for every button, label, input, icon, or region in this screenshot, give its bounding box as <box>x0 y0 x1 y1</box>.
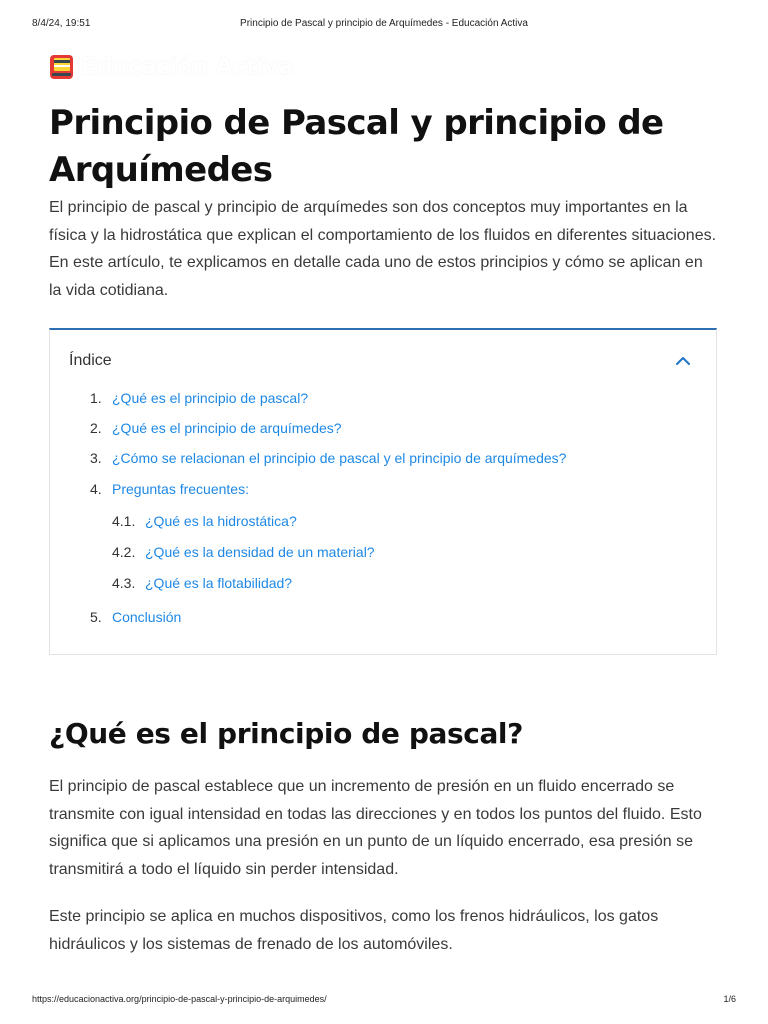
toc-item-number: 4.1. <box>112 513 136 529</box>
section-pascal <box>49 716 719 958</box>
table-of-contents <box>49 328 717 655</box>
toc-title: Índice <box>69 352 112 369</box>
toc-header[interactable] <box>69 350 696 372</box>
toc-link[interactable]: ¿Qué es el principio de pascal? <box>112 390 309 406</box>
toc-item-number: 5. <box>90 609 102 625</box>
toc-item-number: 1. <box>90 390 102 406</box>
toc-item[interactable] <box>90 479 249 499</box>
book-icon <box>49 53 75 81</box>
print-footer <box>32 994 736 1008</box>
toc-item-number: 4.3. <box>112 575 136 591</box>
toc-link[interactable]: ¿Qué es la hidrostática? <box>145 513 297 529</box>
toc-link[interactable]: Conclusión <box>112 609 182 625</box>
toc-link[interactable]: ¿Qué es la flotabilidad? <box>145 575 293 591</box>
print-doc-title: Principio de Pascal y principio de Arquímedes - Educación Activa <box>240 18 528 29</box>
toc-item[interactable] <box>90 418 342 438</box>
section-title: ¿Qué es el principio de pascal? <box>49 717 523 750</box>
toc-link[interactable]: Preguntas frecuentes: <box>112 481 249 497</box>
toc-item-number: 4.2. <box>112 544 136 560</box>
article <box>49 100 719 655</box>
print-date: 8/4/24, 19:51 <box>32 18 91 29</box>
toc-link[interactable]: ¿Qué es la densidad de un material? <box>145 544 375 560</box>
toc-item-number: 4. <box>90 481 102 497</box>
toc-subitem[interactable] <box>112 511 297 531</box>
toc-item-number: 3. <box>90 450 102 466</box>
toc-subitem[interactable] <box>112 573 292 593</box>
chevron-up-icon[interactable] <box>674 352 692 370</box>
page-counter: 1/6 <box>723 994 736 1004</box>
print-header <box>32 18 736 32</box>
toc-item[interactable] <box>90 607 181 627</box>
section-paragraph: Este principio se aplica en muchos dispositivos, como los frenos hidráulicos, los gatos hidráulicos y los sistemas de frenado de los automóviles. <box>49 908 659 953</box>
logo-text: Educación Activa <box>81 54 294 80</box>
print-url: https://educacionactiva.org/principio-de-pascal-y-principio-de-arquimedes/ <box>32 994 327 1004</box>
toc-item[interactable] <box>90 388 308 408</box>
page-title: Principio de Pascal y principio de Arquímedes <box>49 103 664 190</box>
site-logo[interactable] <box>49 52 293 82</box>
intro-paragraph: El principio de pascal y principio de arquímedes son dos conceptos muy importantes en la física y la hidrostática que explican el comportamiento de los fluidos en diferentes situaciones. En este artículo, te explicamos en detalle cada uno de estos principios y cómo se aplican en la vida cotidiana. <box>49 199 717 299</box>
toc-item-number: 2. <box>90 420 102 436</box>
toc-item[interactable] <box>90 448 566 468</box>
toc-link[interactable]: ¿Qué es el principio de arquímedes? <box>112 420 342 436</box>
toc-subitem[interactable] <box>112 542 375 562</box>
section-paragraph: El principio de pascal establece que un incremento de presión en un fluido encerrado se transmite con igual intensidad en todas las direcciones y en todos los puntos del fluido. Esto significa que si aplicamos una presión en un punto de un líquido encerrado, esa presión se transmitirá a todo el líquido sin perder intensidad. <box>49 778 702 878</box>
toc-link[interactable]: ¿Cómo se relacionan el principio de pascal y el principio de arquímedes? <box>112 450 567 466</box>
